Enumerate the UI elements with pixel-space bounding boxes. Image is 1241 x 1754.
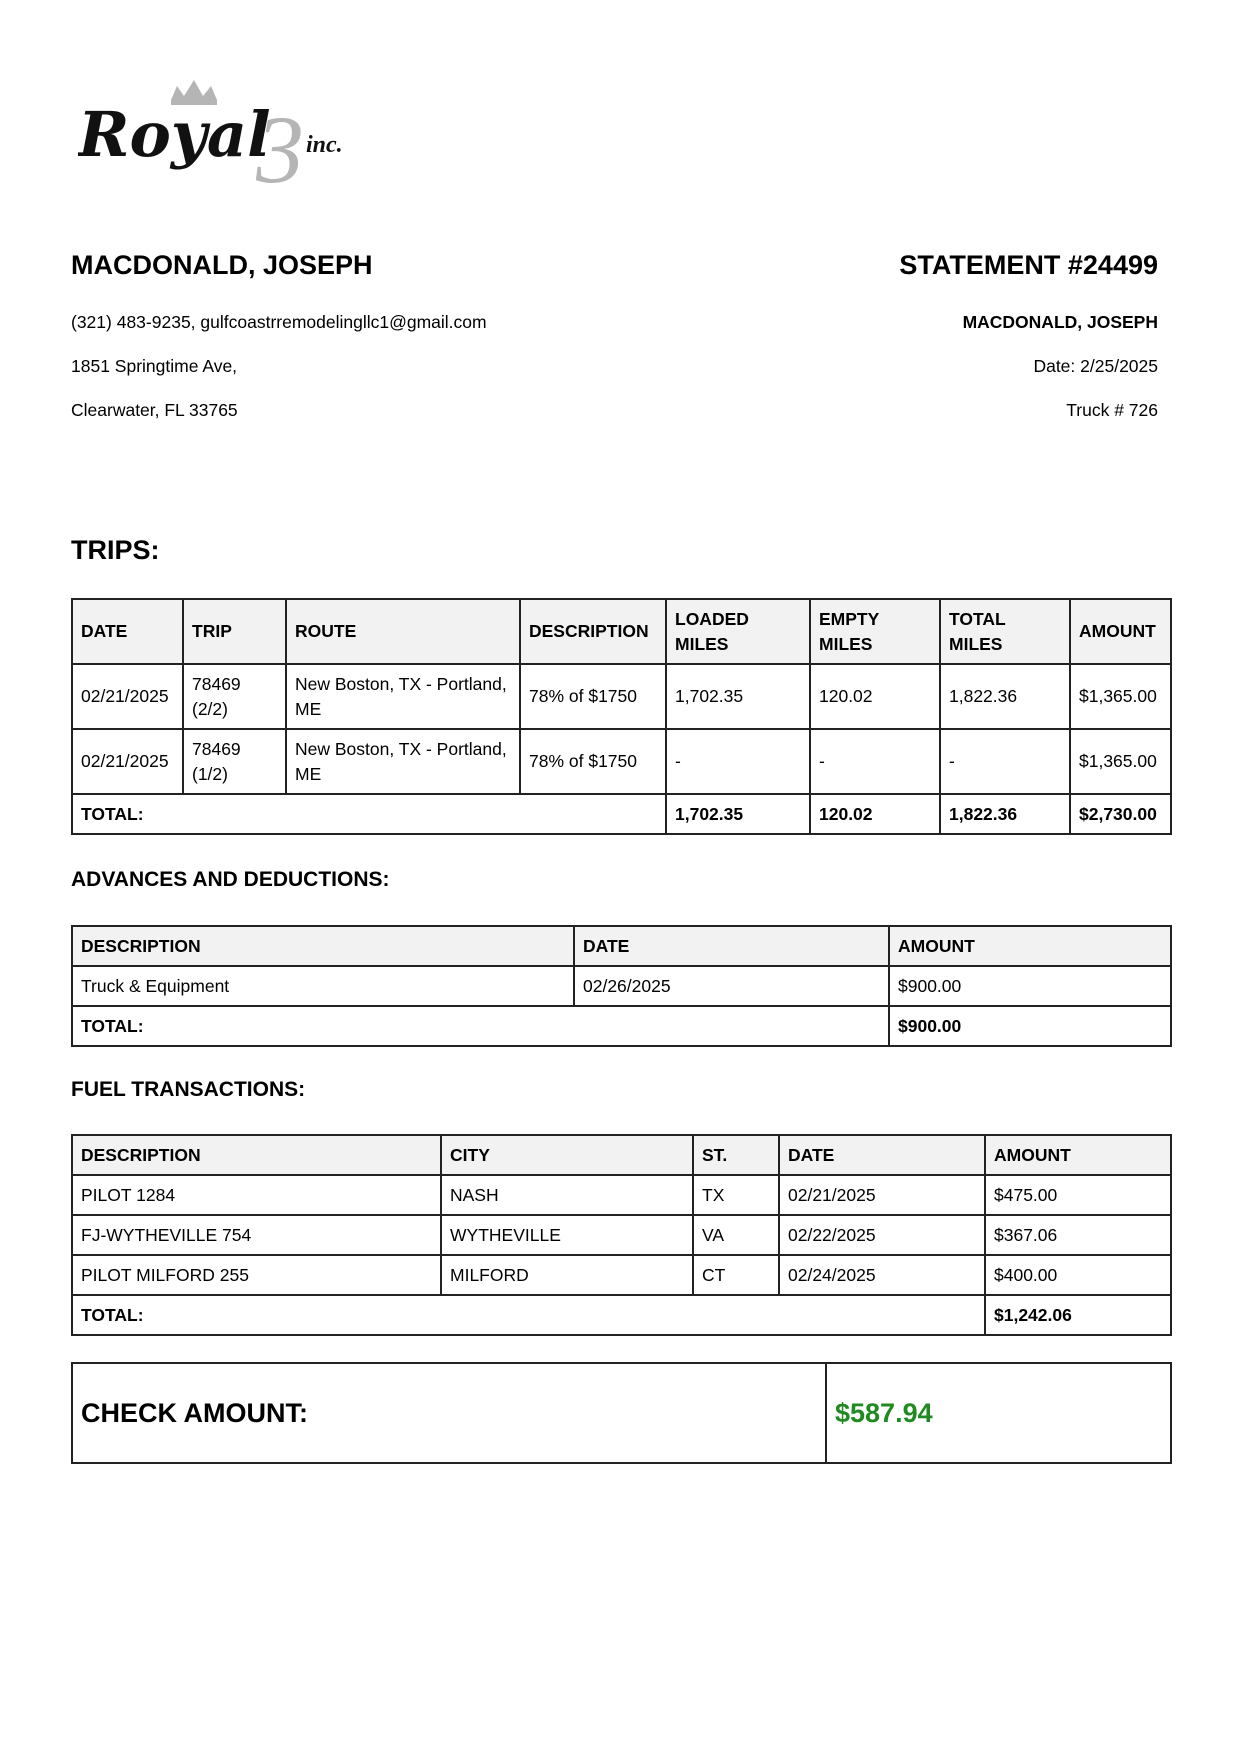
advance-date: 02/26/2025 bbox=[574, 966, 889, 1006]
total-amount: $1,242.06 bbox=[985, 1295, 1171, 1335]
statement-driver-name: MACDONALD, JOSEPH bbox=[962, 312, 1158, 332]
table-row bbox=[72, 729, 1171, 794]
fuel-date: 02/21/2025 bbox=[779, 1175, 985, 1215]
crown-icon bbox=[171, 80, 217, 100]
column-header: AMOUNT bbox=[889, 926, 1171, 966]
fuel-date: 02/24/2025 bbox=[779, 1255, 985, 1295]
company-logo bbox=[78, 78, 378, 190]
crown-logo-graphic bbox=[78, 78, 378, 190]
trip-total-miles: - bbox=[940, 729, 1070, 794]
table-total-row bbox=[72, 1295, 1171, 1335]
fuel-state: TX bbox=[693, 1175, 779, 1215]
advances-section-title: ADVANCES AND DEDUCTIONS: bbox=[71, 868, 390, 891]
table-total-row bbox=[72, 794, 1171, 834]
trip-description: 78% of $1750 bbox=[520, 729, 666, 794]
trip-date: 02/21/2025 bbox=[72, 729, 183, 794]
trips-table bbox=[71, 598, 1172, 835]
advance-amount: $900.00 bbox=[889, 966, 1171, 1006]
fuel-date: 02/22/2025 bbox=[779, 1215, 985, 1255]
table-header-row bbox=[72, 926, 1171, 966]
column-header: DATE bbox=[779, 1135, 985, 1175]
table-header-row bbox=[72, 599, 1171, 664]
trip-total-miles: 1,822.36 bbox=[940, 664, 1070, 729]
column-header: DESCRIPTION bbox=[72, 926, 574, 966]
trip-date: 02/21/2025 bbox=[72, 664, 183, 729]
trip-amount: $1,365.00 bbox=[1070, 664, 1171, 729]
table-row bbox=[72, 664, 1171, 729]
fuel-city: MILFORD bbox=[441, 1255, 693, 1295]
trip-amount: $1,365.00 bbox=[1070, 729, 1171, 794]
driver-contact: (321) 483-9235, gulfcoastrremodelingllc1@gmail.com bbox=[71, 312, 487, 332]
statement-truck: Truck # 726 bbox=[1066, 400, 1158, 420]
statement-title: STATEMENT #24499 bbox=[899, 250, 1158, 280]
check-amount-box bbox=[71, 1362, 1172, 1464]
check-amount-value: $587.94 bbox=[826, 1363, 1171, 1463]
column-header: AMOUNT bbox=[985, 1135, 1171, 1175]
trip-number: 78469 (1/2) bbox=[183, 729, 286, 794]
trip-empty-miles: 120.02 bbox=[810, 664, 940, 729]
fuel-description: PILOT MILFORD 255 bbox=[72, 1255, 441, 1295]
logo-wordmark: Royal bbox=[78, 98, 271, 171]
total-amount: $2,730.00 bbox=[1070, 794, 1171, 834]
table-row bbox=[72, 1215, 1171, 1255]
table-row bbox=[72, 1255, 1171, 1295]
trip-loaded-miles: - bbox=[666, 729, 810, 794]
fuel-amount: $367.06 bbox=[985, 1215, 1171, 1255]
driver-name: MACDONALD, JOSEPH bbox=[71, 250, 373, 280]
trips-section-title: TRIPS: bbox=[71, 535, 160, 565]
trip-number: 78469 (2/2) bbox=[183, 664, 286, 729]
column-header: TOTAL MILES bbox=[940, 599, 1070, 664]
column-header: ST. bbox=[693, 1135, 779, 1175]
table-total-row bbox=[72, 1006, 1171, 1046]
column-header: TRIP bbox=[183, 599, 286, 664]
fuel-table bbox=[71, 1134, 1172, 1336]
fuel-city: NASH bbox=[441, 1175, 693, 1215]
statement-date: Date: 2/25/2025 bbox=[1033, 356, 1158, 376]
logo-suffix: inc. bbox=[306, 132, 343, 158]
advances-table bbox=[71, 925, 1172, 1047]
driver-address-line2: Clearwater, FL 33765 bbox=[71, 400, 238, 420]
total-amount: $900.00 bbox=[889, 1006, 1171, 1046]
fuel-state: CT bbox=[693, 1255, 779, 1295]
fuel-amount: $400.00 bbox=[985, 1255, 1171, 1295]
fuel-description: PILOT 1284 bbox=[72, 1175, 441, 1215]
check-amount-row bbox=[72, 1363, 1171, 1463]
total-label: TOTAL: bbox=[72, 1295, 985, 1335]
table-header-row bbox=[72, 1135, 1171, 1175]
fuel-description: FJ-WYTHEVILLE 754 bbox=[72, 1215, 441, 1255]
fuel-state: VA bbox=[693, 1215, 779, 1255]
column-header: DATE bbox=[574, 926, 889, 966]
logo-numeral: 3 bbox=[256, 96, 304, 190]
table-row bbox=[72, 1175, 1171, 1215]
column-header: DESCRIPTION bbox=[520, 599, 666, 664]
column-header: LOADED MILES bbox=[666, 599, 810, 664]
column-header: DATE bbox=[72, 599, 183, 664]
advance-description: Truck & Equipment bbox=[72, 966, 574, 1006]
table-row bbox=[72, 966, 1171, 1006]
trip-empty-miles: - bbox=[810, 729, 940, 794]
column-header: EMPTY MILES bbox=[810, 599, 940, 664]
trip-description: 78% of $1750 bbox=[520, 664, 666, 729]
total-label: TOTAL: bbox=[72, 794, 666, 834]
column-header: AMOUNT bbox=[1070, 599, 1171, 664]
total-total-miles: 1,822.36 bbox=[940, 794, 1070, 834]
fuel-city: WYTHEVILLE bbox=[441, 1215, 693, 1255]
trip-loaded-miles: 1,702.35 bbox=[666, 664, 810, 729]
total-empty-miles: 120.02 bbox=[810, 794, 940, 834]
fuel-section-title: FUEL TRANSACTIONS: bbox=[71, 1078, 306, 1101]
trip-route: New Boston, TX - Portland, ME bbox=[286, 729, 520, 794]
column-header: DESCRIPTION bbox=[72, 1135, 441, 1175]
total-label: TOTAL: bbox=[72, 1006, 889, 1046]
total-loaded-miles: 1,702.35 bbox=[666, 794, 810, 834]
trip-route: New Boston, TX - Portland, ME bbox=[286, 664, 520, 729]
column-header: ROUTE bbox=[286, 599, 520, 664]
check-amount-label: CHECK AMOUNT: bbox=[72, 1363, 826, 1463]
column-header: CITY bbox=[441, 1135, 693, 1175]
driver-address-line1: 1851 Springtime Ave, bbox=[71, 356, 238, 376]
fuel-amount: $475.00 bbox=[985, 1175, 1171, 1215]
